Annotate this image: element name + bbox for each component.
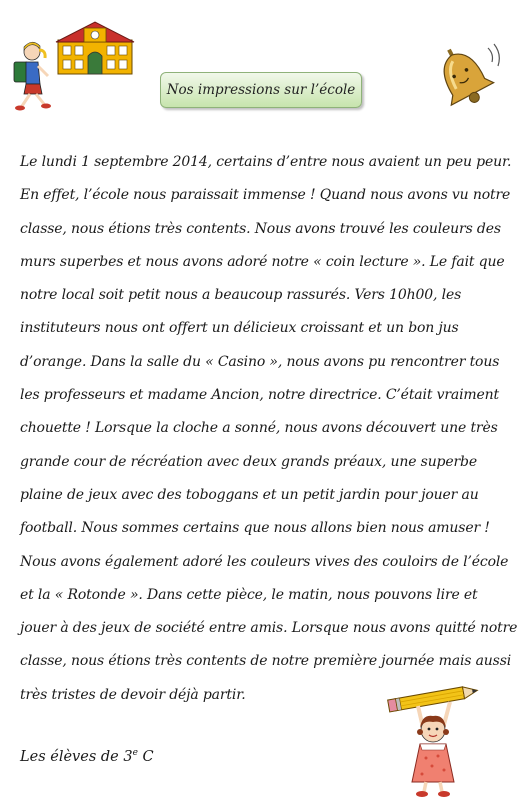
signature-text: Les élèves de 3 bbox=[20, 748, 133, 765]
title-box bbox=[160, 72, 362, 108]
text-line: classe, nous étions très contents de notre première journée mais aussi bbox=[20, 653, 512, 670]
school-building-icon bbox=[54, 18, 136, 78]
text-line: Le lundi 1 septembre 2014, certains d’entre nous avaient un peu peur. bbox=[20, 154, 512, 170]
girl-with-pencil-icon bbox=[386, 684, 482, 800]
signature-superscript: e bbox=[132, 748, 138, 758]
page-title: Nos impressions sur l’école bbox=[166, 82, 356, 98]
text-line: football. Nous sommes certains que nous allons bien nous amuser ! bbox=[20, 520, 490, 537]
text-line: murs superbes et nous avons adoré notre « coin lecture ». Le fait que bbox=[20, 253, 505, 270]
text-line: très tristes de devoir déjà partir. bbox=[20, 686, 246, 703]
letter-body bbox=[20, 146, 518, 712]
signature-suffix: C bbox=[137, 748, 154, 765]
signature bbox=[20, 748, 154, 765]
school-bell-icon bbox=[424, 38, 502, 116]
text-line: Nous avons également adoré les couleurs vives des couloirs de l’école bbox=[20, 553, 509, 570]
text-line: plaine de jeux avec des toboggans et un petit jardin pour jouer au bbox=[20, 486, 479, 503]
text-line: En effet, l’école nous paraissait immense ! Quand nous avons vu notre bbox=[20, 187, 511, 204]
text-line: classe, nous étions très contents. Nous avons trouvé les couleurs des bbox=[20, 220, 501, 237]
text-line: jouer à des jeux de société entre amis. Lorsque nous avons quitté notre bbox=[20, 620, 518, 637]
text-line: les professeurs et madame Ancion, notre directrice. C’était vraiment bbox=[20, 387, 500, 404]
text-line: instituteurs nous ont offert un délicieux croissant et un bon jus bbox=[20, 320, 459, 337]
text-line: chouette ! Lorsque la cloche a sonné, nous avons découvert une très bbox=[20, 420, 498, 437]
text-line: et la « Rotonde ». Dans cette pièce, le matin, nous pouvons lire et bbox=[20, 586, 478, 603]
running-schoolgirl-icon bbox=[2, 40, 58, 116]
text-line: d’orange. Dans la salle du « Casino », nous avons pu rencontrer tous bbox=[20, 353, 500, 370]
text-line: notre local soit petit nous a beaucoup rassurés. Vers 10h00, les bbox=[20, 287, 462, 304]
text-line: grande cour de récréation avec deux grands préaux, une superbe bbox=[20, 453, 477, 470]
